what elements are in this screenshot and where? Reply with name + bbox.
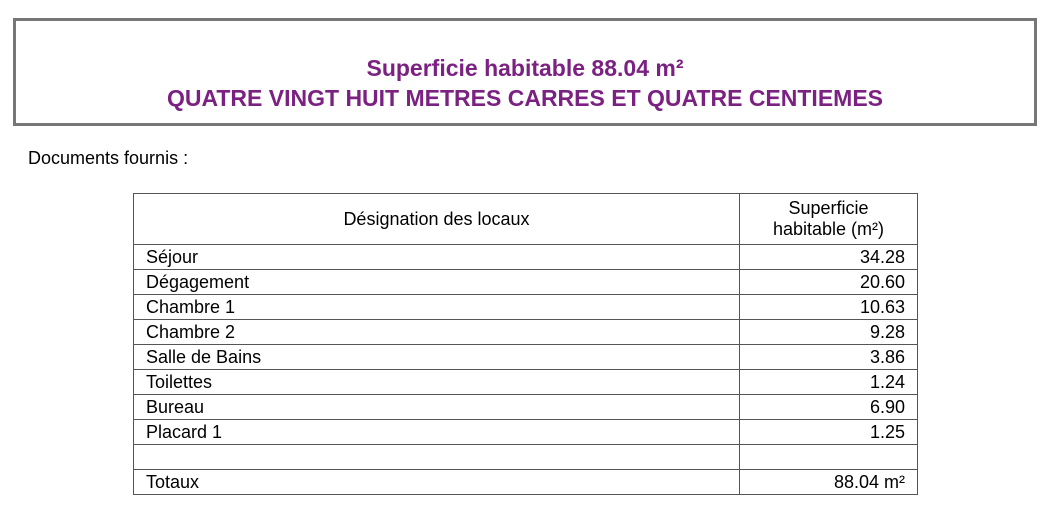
documents-label: Documents fournis : [28, 148, 189, 168]
room-name: Chambre 2 [134, 320, 740, 345]
room-name: Séjour [134, 245, 740, 270]
room-area: 20.60 [740, 270, 918, 295]
room-name: Chambre 1 [134, 295, 740, 320]
table-row [134, 370, 918, 395]
table-total-row [134, 470, 918, 495]
surface-summary-box [13, 18, 1037, 126]
room-name: Salle de Bains [134, 345, 740, 370]
column-header-name: Désignation des locaux [134, 194, 740, 245]
room-name [134, 445, 740, 470]
room-area: 34.28 [740, 245, 918, 270]
table-row [134, 270, 918, 295]
surface-table [133, 193, 918, 495]
table-row [134, 295, 918, 320]
room-name: Dégagement [134, 270, 740, 295]
room-area: 1.24 [740, 370, 918, 395]
room-area: 6.90 [740, 395, 918, 420]
table-row [134, 420, 918, 445]
table-row-empty [134, 445, 918, 470]
total-label: Totaux [134, 470, 740, 495]
column-header-area [740, 194, 918, 245]
room-area: 3.86 [740, 345, 918, 370]
column-header-area-line1: Superficie [788, 198, 869, 218]
table-row [134, 320, 918, 345]
room-name: Bureau [134, 395, 740, 420]
room-name: Placard 1 [134, 420, 740, 445]
room-area: 10.63 [740, 295, 918, 320]
room-area: 9.28 [740, 320, 918, 345]
table-row [134, 245, 918, 270]
room-area: 1.25 [740, 420, 918, 445]
surface-in-words: QUATRE VINGT HUIT METRES CARRES ET QUATRE CENTIEMES [166, 85, 883, 111]
table-header-row [134, 194, 918, 245]
room-area [740, 445, 918, 470]
room-name: Toilettes [134, 370, 740, 395]
table-row [134, 345, 918, 370]
surface-title: Superficie habitable 88.04 m² [366, 55, 684, 81]
total-area: 88.04 m² [740, 470, 918, 495]
column-header-area-line2: habitable (m²) [772, 219, 885, 239]
table-row [134, 395, 918, 420]
